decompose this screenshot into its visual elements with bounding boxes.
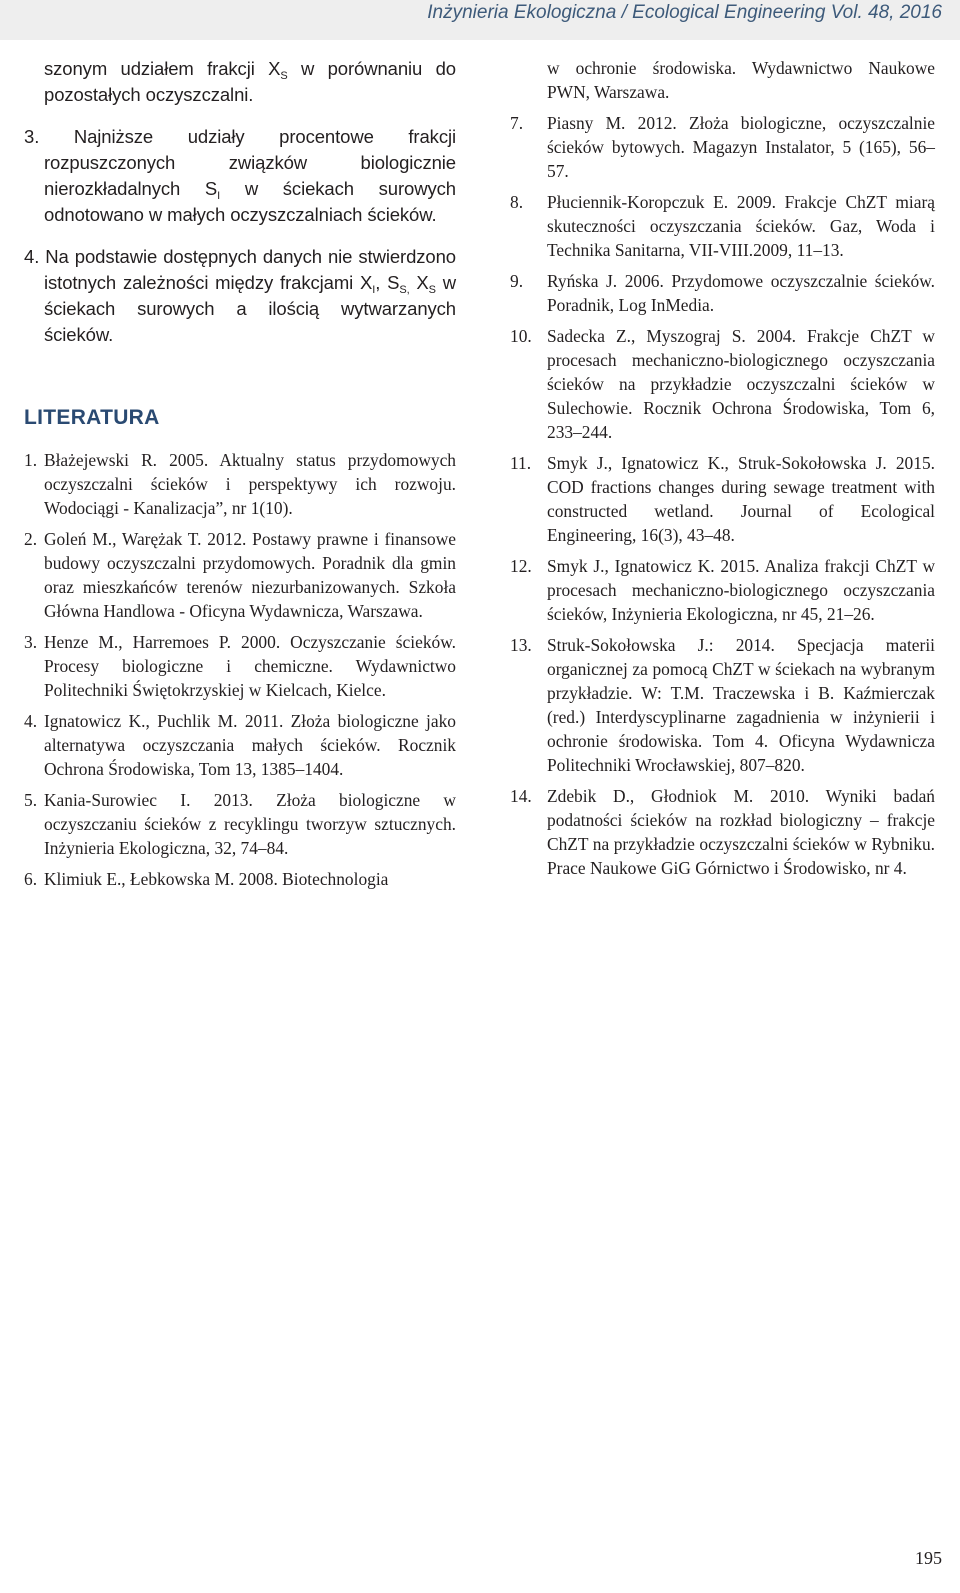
- reference-list-right: [510, 56, 935, 880]
- right-column: [510, 56, 935, 887]
- reference-item: 9. Ryńska J. 2006. Przydomowe oczyszczalnie ścieków. Poradnik, Log InMedia.: [510, 271, 935, 315]
- reference-item: 10. Sadecka Z., Myszograj S. 2004. Frakcje ChZT w procesach mechaniczno-biologicznego oczyszczania ścieków na przykładzie oczyszczalni ścieków w Sulechowie. Rocznik Ochrona Środowiska, Tom 6, 233–244.: [510, 326, 935, 442]
- reference-item: 14. Zdebik D., Głodniok M. 2010. Wyniki badań podatności ścieków na rozkład biologiczny – frakcje ChZT na przykładzie oczyszczalni ścieków w Rybniku. Prace Naukowe GiG Górnictwo i Środowisko, nr 4.: [510, 786, 935, 878]
- reference-item: 13. Struk-Sokołowska J.: 2014. Specjacja materii organicznej za pomocą ChZT w ściekach na wybranym przykładzie. W: T.M. Traczewska i B. Kaźmierczak (red.) Interdyscyplinarne zagadnienia w inżynierii i ochronie środowiska. Tom 4. Oficyna Wydawnicza Politechniki Wrocławskiej, 807–820.: [510, 635, 935, 775]
- reference-item: 2. Goleń M., Warężak T. 2012. Postawy prawne i finansowe budowy oczyszczalni przydomowych. Poradnik dla gmin oraz mieszkańców terenów niezurbanizowanych. Szkoła Główna Handlowa - Oficyna Wydawnicza, Warszawa.: [24, 529, 456, 621]
- section-heading-literature: LITERATURA: [24, 406, 160, 429]
- left-column: [24, 56, 456, 898]
- conclusion-4: 4. Na podstawie dostępnych danych nie stwierdzono istotnych zależności między frakcjami $X_I$, $S_{S,}$ $X_S$ w ściekach surowych a ilością wytwarzanych ścieków.: [24, 246, 456, 345]
- conclusion-3: 3. Najniższe udziały procentowe frakcji rozpuszczonych związków biologicznie nierozkładalnych $S_I$ w ściekach surowych odnotowano w małych oczyszczalniach ścieków.: [24, 126, 456, 225]
- reference-item: 3. Henze M., Harremoes P. 2000. Oczyszczanie ścieków. Procesy biologiczne i chemiczne. Wydawnictwo Politechniki Świętokrzyskiej w Kielcach, Kielce.: [24, 632, 456, 700]
- reference-item: 6. Klimiuk E., Łebkowska M. 2008. Biotechnologia: [24, 869, 389, 889]
- page-number: 195: [915, 1548, 942, 1568]
- reference-item: 11. Smyk J., Ignatowicz K., Struk-Sokołowska J. 2015. COD fractions changes during sewage treatment with constructed wetland. Journal of Ecological Engineering, 16(3), 43–48.: [510, 453, 935, 545]
- running-header: [0, 0, 960, 40]
- reference-item: 12. Smyk J., Ignatowicz K. 2015. Analiza frakcji ChZT w procesach mechaniczno-biologicznego oczyszczania ścieków, Inżynieria Ekologiczna, nr 45, 21–26.: [510, 556, 935, 624]
- conclusion-2-continuation: szonym udziałem frakcji $X_S$ w porównaniu do pozostałych oczyszczalni.: [44, 58, 456, 105]
- journal-title: Inżynieria Ekologiczna / Ecological Engineering Vol. 48, 2016: [427, 2, 942, 23]
- reference-continuation: w ochronie środowiska. Wydawnictwo Naukowe PWN, Warszawa.: [547, 58, 935, 102]
- reference-item: 4. Ignatowicz K., Puchlik M. 2011. Złoża biologiczne jako alternatywa oczyszczania małych ścieków. Rocznik Ochrona Środowiska, Tom 13, 1385–1404.: [24, 711, 456, 779]
- reference-list-left: [24, 448, 456, 891]
- reference-item: 8. Płuciennik-Koropczuk E. 2009. Frakcje ChZT miarą skuteczności oczyszczania ścieków. Gaz, Woda i Technika Sanitarna, VII-VIII.2009, 11–13.: [510, 192, 935, 260]
- reference-item: 7. Piasny M. 2012. Złoża biologiczne, oczyszczalnie ścieków bytowych. Magazyn Instalator, 5 (165), 56–57.: [510, 113, 935, 181]
- reference-item: 1. Błażejewski R. 2005. Aktualny status przydomowych oczyszczalni ścieków i perspektywy ich rozwoju. Wodociągi - Kanalizacja”, nr 1(10).: [24, 450, 456, 518]
- reference-item: 5. Kania-Surowiec I. 2013. Złoża biologiczne w oczyszczaniu ścieków z recyklingu tworzyw sztucznych. Inżynieria Ekologiczna, 32, 74–84.: [24, 790, 456, 858]
